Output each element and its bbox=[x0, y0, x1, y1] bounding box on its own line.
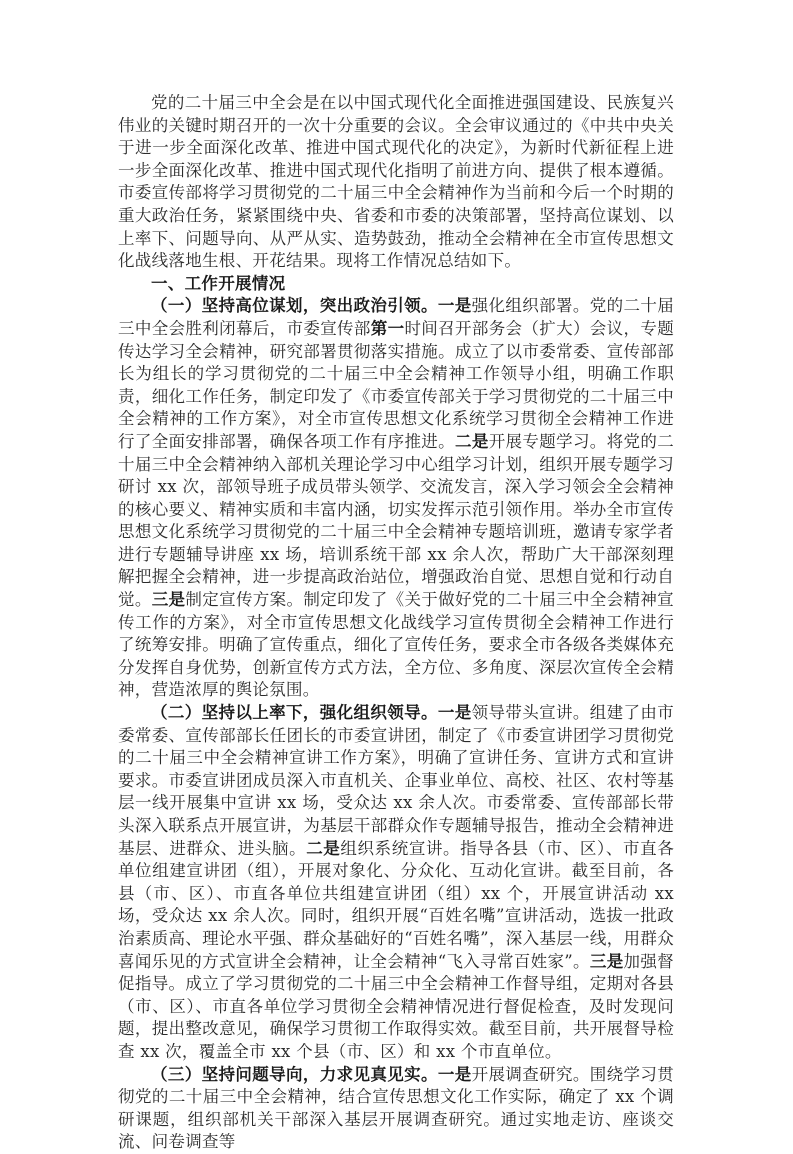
part1-item3-text: 制定宣传方案。制定印发了《关于做好党的二十届三中全会精神宣传工作的方案》，对全市宣传思想文化战线学习宣传贯彻全会精神工作进行了统筹安排。明确了宣传重点，细化了宣传任务，要求全市各级各类媒体充分发挥自身优势，创新宣传方式方法，全方位、多角度、深层次宣传全会精神，营造浓厚的舆论氛围。 bbox=[118, 590, 674, 700]
part1-item3-label: 三是 bbox=[151, 590, 186, 610]
part2-item2-label: 二是 bbox=[306, 838, 341, 858]
part2-item3-label: 三是 bbox=[589, 951, 624, 971]
part2-item1-label: 一是 bbox=[437, 703, 472, 723]
part2-paragraph bbox=[118, 702, 674, 1064]
part1-item2-label: 二是 bbox=[455, 431, 489, 451]
part3-paragraph bbox=[118, 1064, 674, 1154]
part1-item1-label: 一是 bbox=[437, 296, 472, 316]
section-heading: 一、工作开展情况 bbox=[151, 273, 286, 293]
part2-item3-text: 加强督促指导。成立了学习贯彻党的二十届三中全会精神工作督导组，定期对各县（市、区）、市直各单位学习贯彻全会精神情况进行督促检查，及时发现问题，提出整改意见，确保学习贯彻工作取得实效。截至目前，共开展督导检查 xx 次，覆盖全市 xx 个县（市、区）和 xx 个市直单位。 bbox=[118, 951, 674, 1061]
part2-item1-text: 领导带头宣讲。组建了由市委常委、宣传部部长任团长的市委宣讲团，制定了《市委宣讲团学习贯彻党的二十届三中全会精神宣讲工作方案》，明确了宣讲任务、宣讲方式和宣讲要求。市委宣讲团成员深入市直机关、企事业单位、高校、社区、农村等基层一线开展集中宣讲 xx 场，受众达 xx 余人次。市委常委、宣传部部长带头深入联系点开展宣讲，为基层干部群众作专题辅导报告，推动全会精神进基层、进群众、进头脑。 bbox=[118, 703, 674, 858]
intro-paragraph: 党的二十届三中全会是在以中国式现代化全面推进强国建设、民族复兴伟业的关键时期召开的一次十分重要的会议。全会审议通过的《中共中央关于进一步全面深化改革、推进中国式现代化的决定》，为新时代新征程上进一步全面深化改革、推进中国式现代化指明了前进方向、提供了根本遵循。市委宣传部将学习贯彻党的二十届三中全会精神作为当前和今后一个时期的重大政治任务，紧紧围绕中央、省委和市委的决策部署，坚持高位谋划、以上率下、问题导向、从严从实、造势鼓劲，推动全会精神在全市宣传思想文化战线落地生根、开花结果。现将工作情况总结如下。 bbox=[118, 93, 674, 271]
part1-item1-text-b: 时间召开部务会（扩大）会议，专题传达学习全会精神，研究部署贯彻落实措施。成立了以市委常委、宣传部部长为组长的学习贯彻党的二十届三中全会精神工作领导小组，明确工作职责，细化工作任务，制定印发了《市委宣传部关于学习贯彻党的二十届三中全会精神的工作方案》，对全市宣传思想文化系统学习贯彻全会精神工作进行了全面安排部署，确保各项工作有序推进。 bbox=[118, 318, 674, 451]
part1-title: （一）坚持高位谋划，突出政治引领。 bbox=[151, 296, 438, 316]
part2-item2-text: 组织系统宣讲。指导各县（市、区）、市直各单位组建宣讲团（组），开展对象化、分众化、互动化宣讲。截至目前，各县（市、区）、市直各单位共组建宣讲团（组）xx 个，开展宣讲活动 xx 场，受众达 xx 余人次。同时，组织开展“百姓名嘴”宣讲活动，选拔一批政治素质高、理论水平强、群众基础好的“百姓名嘴”，深入基层一线，用群众喜闻乐见的方式宣讲全会精神，让全会精神“飞入寻常百姓家”。 bbox=[118, 838, 674, 971]
part3-item1-text: 开展调查研究。围绕学习贯彻党的二十届三中全会精神，结合宣传思想文化工作实际，确定了 xx 个调研课题，组织部机关干部深入基层开展调查研究。通过实地走访、座谈交流、问卷调查等 bbox=[118, 1064, 674, 1152]
part3-item1-label: 一是 bbox=[437, 1064, 472, 1084]
part3-title: （三）坚持问题导向，力求见真见实。 bbox=[151, 1064, 438, 1084]
document-page bbox=[118, 92, 674, 1154]
part2-title: （二）坚持以上率下，强化组织领导。 bbox=[151, 703, 438, 723]
part1-paragraph bbox=[118, 295, 674, 702]
part1-item2-text: 开展专题学习。将党的二十届三中全会精神纳入部机关理论学习中心组学习计划，组织开展专题学习研讨 xx 次，部领导班子成员带头领学、交流发言，深入学习领会全会精神的核心要义、精神实质和丰富内涵，切实发挥示范引领作用。举办全市宣传思想文化系统学习贯彻党的二十届三中全会精神专题培训班，邀请专家学者进行专题辅导讲座 xx 场，培训系统干部 xx 余人次，帮助广大干部深刻理解把握全会精神，进一步提高政治站位，增强政治自觉、思想自觉和行动自觉。 bbox=[118, 431, 674, 610]
part1-item1-bold: 第一 bbox=[370, 318, 405, 338]
part1-item1-text-a: 强化组织部署。党的二十届三中全会胜利闭幕后，市委宣传部 bbox=[118, 296, 674, 338]
